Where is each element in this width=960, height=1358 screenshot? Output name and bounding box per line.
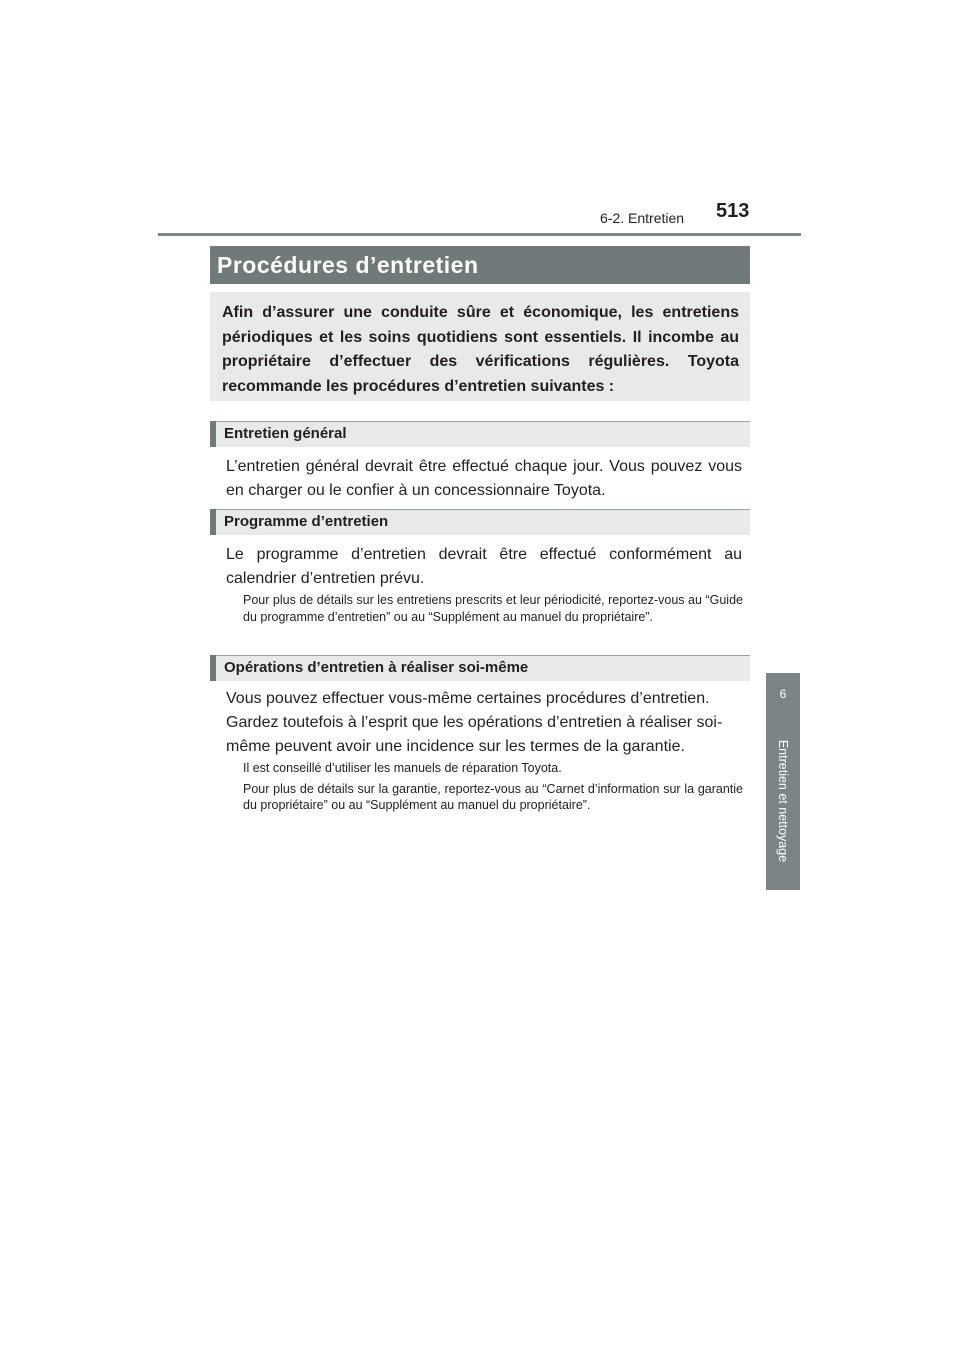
- chapter-tab: [766, 673, 800, 890]
- section-marker: [210, 655, 216, 681]
- section-heading-diy: [210, 655, 750, 681]
- section-heading-label: Programme d’entretien: [224, 513, 389, 530]
- note-paragraph: Pour plus de détails sur les entretiens prescrits et leur périodicité, reportez-vous au “Guide du programme d’entretien” ou au “Supplément au manuel du propriétaire”.: [243, 593, 743, 624]
- section-note-schedule: [243, 592, 743, 625]
- chapter-number: 6: [779, 687, 787, 701]
- body-paragraph: Gardez toutefois à l’esprit que les opérations d’entretien à réaliser soi-même peuvent avoir une incidence sur les termes de la garantie.: [226, 714, 723, 755]
- section-notes-diy: [243, 760, 743, 814]
- section-heading-label: Opérations d’entretien à réaliser soi-même: [224, 659, 529, 676]
- body-paragraph: Vous pouvez effectuer vous-même certaines procédures d’entretien.: [226, 690, 710, 707]
- header-divider: [158, 233, 801, 236]
- intro-box: [210, 292, 750, 401]
- section-body-diy: [226, 687, 742, 759]
- section-heading-label: Entretien général: [224, 425, 347, 442]
- page-title: Procédures d’entretien: [217, 252, 479, 278]
- page-title-bar: [210, 246, 750, 284]
- section-body-schedule: [226, 543, 742, 591]
- running-header-section: 6-2. Entretien: [600, 210, 685, 226]
- body-paragraph: Le programme d’entretien devrait être effectué conformément au calendrier d’entretien prévu.: [226, 546, 742, 587]
- page-number: 513: [716, 200, 750, 222]
- section-heading-schedule: [210, 509, 750, 535]
- section-marker: [210, 421, 216, 447]
- note-paragraph: Pour plus de détails sur la garantie, reportez-vous au “Carnet d’information sur la garantie du propriétaire” ou au “Supplément au manuel du propriétaire”.: [243, 781, 743, 812]
- note-paragraph: Il est conseillé d’utiliser les manuels de réparation Toyota.: [243, 761, 562, 775]
- section-marker: [210, 509, 216, 535]
- section-heading-general: [210, 421, 750, 447]
- intro-text: Afin d’assurer une conduite sûre et économique, les entretiens périodiques et les soins quotidiens sont essentiels. Il incombe au propriétaire d’effectuer des vérifications régulières. Toyota recommande les procédures d’entretien suivantes :: [222, 304, 739, 395]
- section-body-general: [226, 455, 742, 503]
- chapter-label: Entretien et nettoyage: [776, 739, 790, 863]
- body-paragraph: L’entretien général devrait être effectué chaque jour. Vous pouvez vous en charger ou le confier à un concessionnaire Toyota.: [226, 458, 742, 499]
